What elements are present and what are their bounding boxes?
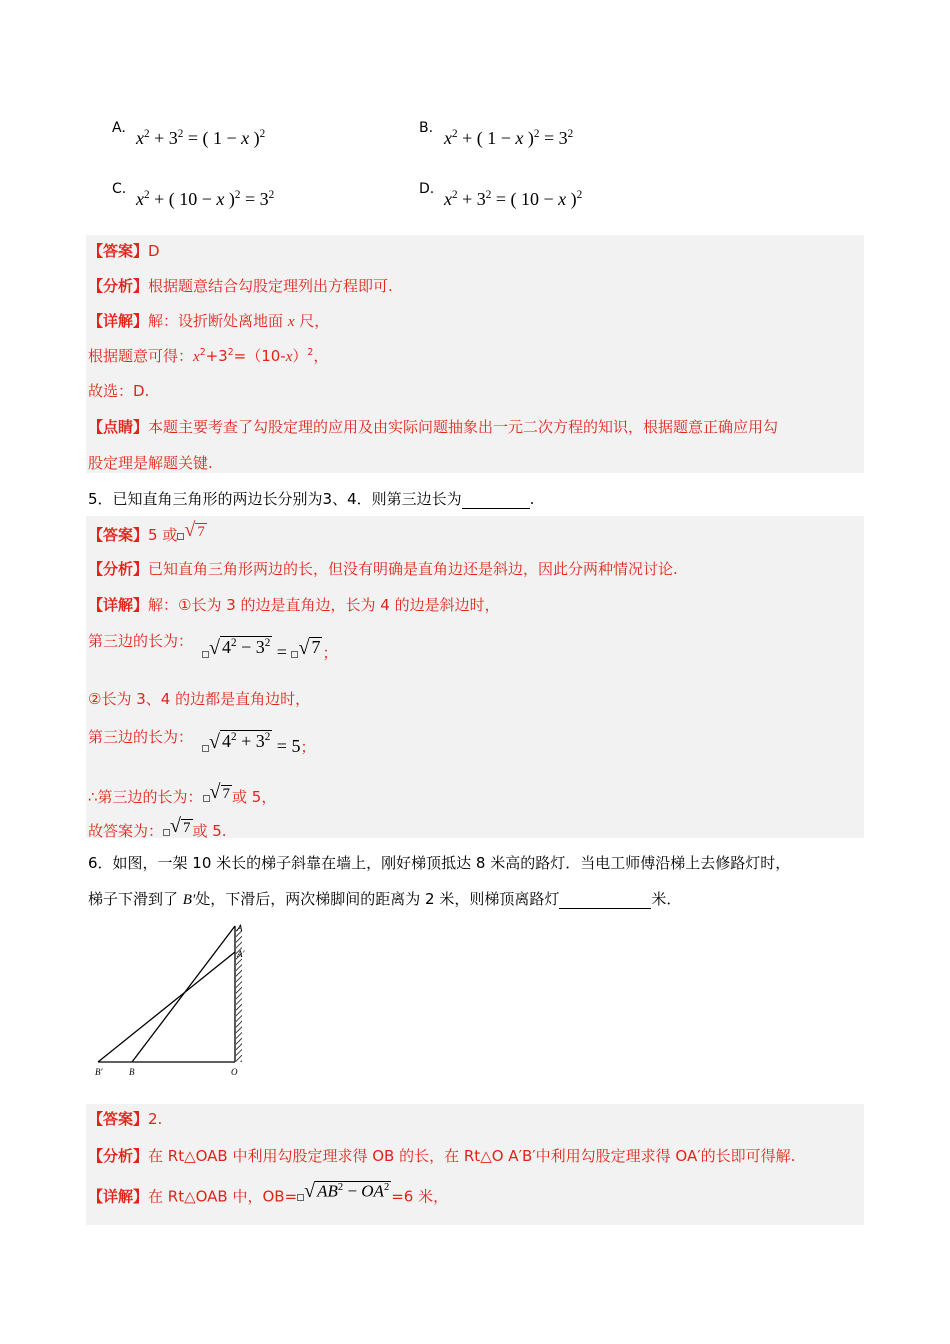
q6-answer: 【答案】2. [88, 1110, 163, 1128]
q4-comment-2: 股定理是解题关键. [88, 454, 213, 472]
q5-formula-1: √ $4^2 - 3^2$ = √ 7 ； [202, 636, 337, 663]
q5-stem: 5．已知直角三角形的两边长分别为3、4．则第三边长为 . [88, 490, 535, 508]
option-b-formula: $x^2$ + ( 1 − x )$^2 = 3^2$ [444, 128, 574, 148]
option-d-letter: D. [419, 181, 435, 197]
q6-detail-1: 【详解】在 Rt△OAB 中，OB= √ $AB^2 - OA^2$ =6 米， [88, 1180, 449, 1206]
label-o: O [231, 1067, 238, 1077]
label-a-prime: A′ [237, 949, 245, 959]
sqrt-7: √ 7 [177, 520, 206, 540]
q4-detail-2: 根据题意可得：$x^2+3^2=(10-x)^2$， [88, 347, 329, 365]
option-c-formula: $x^2$ + ( 10 − x )$^2 = 3^2$ [136, 189, 275, 209]
option-d-formula: $x^2 + 3^2$ = ( 10 − x )$^2$ [444, 189, 583, 209]
label-b-prime: B′ [95, 1067, 103, 1077]
q4-detail-1: 【详解】解：设折断处离地面 x 尺， [88, 312, 330, 330]
option-a-formula: $x^2 + 3^2$ = ( 1 − x )$^2$ [136, 128, 266, 148]
q5-analysis: 【分析】已知直角三角形两边的长，但没有明确是直角边还是斜边，因此分两种情况讨论. [88, 560, 678, 578]
option-b-letter: B. [419, 120, 434, 136]
q4-comment-1: 【点睛】本题主要考查了勾股定理的应用及由实际问题抽象出一元二次方程的知识，根据题意正确应用勾 [88, 418, 779, 436]
q6-stem-2: 梯子下滑到了 B′处，下滑后，两次梯脚间的距离为 2 米，则梯顶离路灯 米． [88, 890, 682, 908]
q5-detail-5: ∴第三边的长为： √ 7 或 5， [88, 781, 277, 806]
label-a: A [237, 923, 243, 933]
q5-detail-4: 第三边的长为： [88, 728, 194, 746]
q6-answer-blank[interactable] [559, 890, 651, 909]
option-c-letter: C. [112, 181, 127, 197]
q5-answer-blank[interactable] [462, 490, 530, 509]
q5-detail-1: 【详解】解：①长为 3 的边是直角边，长为 4 的边是斜边时， [88, 596, 500, 614]
q4-analysis: 【分析】根据题意结合勾股定理列出方程即可. [88, 277, 393, 295]
q5-answer: 【答案】5 或 √ 7 [88, 519, 205, 544]
q4-detail-3: 故选：D. [88, 382, 150, 400]
q4-answer: 【答案】D [88, 242, 160, 260]
q5-formula-2: √ $4^2 + 3^2$ = 5； [202, 730, 315, 757]
q6-analysis: 【分析】在 Rt△OAB 中利用勾股定理求得 OB 的长，在 Rt△O A′B′中利用勾股定理求得 OA′的长即可得解. [88, 1147, 796, 1165]
option-a-letter: A. [112, 120, 126, 136]
wall-hatching [236, 926, 242, 1062]
q5-detail-6: 故答案为： √ 7 或 5. [88, 815, 227, 840]
q5-detail-3: ②长为 3、4 的边都是直角边时， [88, 690, 311, 708]
q6-stem-1: 6．如图，一架 10 米长的梯子斜靠在墙上，刚好梯顶抵达 8 米高的路灯．当电工师傅沿梯上去修路灯时， [88, 854, 791, 872]
ladder-slid [98, 952, 235, 1062]
q5-detail-2: 第三边的长为： [88, 632, 194, 650]
label-b: B [129, 1067, 135, 1077]
ladder-figure [90, 918, 260, 1080]
